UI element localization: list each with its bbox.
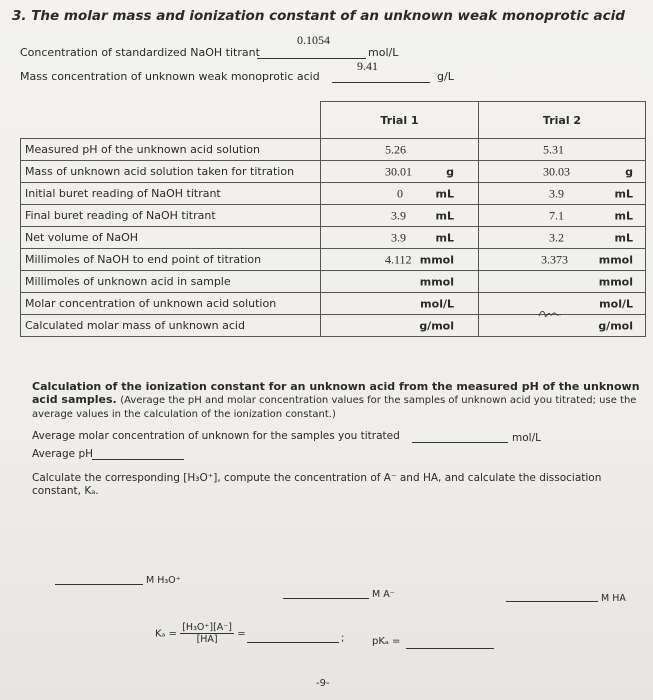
naoh-concentration-line	[257, 58, 366, 59]
trial-1-unit: mol/L	[420, 297, 454, 310]
a-blank-label: M A⁻	[372, 589, 395, 600]
row-label: Molar concentration of unknown acid solution	[21, 293, 321, 315]
trial-2-value: 3.9	[549, 186, 564, 200]
trial-2-value: 5.31	[543, 142, 564, 156]
h3o-blank-line[interactable]	[55, 584, 143, 585]
trial-1-cell[interactable]	[321, 271, 479, 293]
trial-1-value: 4.112	[385, 252, 412, 266]
ka-label: Kₐ =	[155, 628, 178, 640]
trial-1-value: 3.9	[391, 230, 406, 244]
trial-2-unit: mL	[614, 209, 633, 222]
trial-1-unit: mL	[435, 187, 454, 200]
a-blank-line[interactable]	[283, 598, 369, 599]
table-row	[21, 161, 646, 183]
table-row	[21, 205, 646, 227]
ha-blank-line[interactable]	[506, 601, 598, 602]
avg-ph-label: Average pH	[32, 448, 94, 460]
trial-2-cell[interactable]	[479, 227, 646, 249]
ionization-section	[32, 380, 642, 421]
avg-molar-label: Average molar concentration of unknown for the samples you titrated	[32, 430, 400, 442]
trial-2-unit: mL	[614, 187, 633, 200]
row-label: Calculated molar mass of unknown acid	[21, 315, 321, 337]
trial-1-value: 0	[397, 186, 403, 200]
trial-1-unit: g	[446, 165, 454, 178]
row-label: Final buret reading of NaOH titrant	[21, 205, 321, 227]
trial-2-unit: mmol	[598, 253, 633, 266]
mass-concentration-label: Mass concentration of unknown weak monoprotic acid	[20, 70, 320, 83]
table-row	[21, 271, 646, 293]
section-title: 3. The molar mass and ionization constant of an unknown weak monoprotic acid	[12, 8, 625, 24]
trial-2-cell[interactable]	[479, 183, 646, 205]
row-label: Measured pH of the unknown acid solution	[21, 139, 321, 161]
ka-blank-line[interactable]	[247, 642, 339, 643]
table-row	[21, 249, 646, 271]
ka-denominator: [HA]	[196, 634, 218, 645]
avg-molar-unit: mol/L	[512, 432, 541, 444]
ka-numerator: [H₃O⁺][A⁻]	[182, 622, 233, 633]
ha-blank-label: M HA	[601, 593, 626, 604]
mass-concentration-value[interactable]: 9.41	[357, 59, 378, 73]
trial-1-unit: g/mol	[419, 319, 454, 332]
trial-1-unit: mL	[435, 209, 454, 222]
section-instruction: (Average the pH and molar concentration values for the samples of unknown acid you titrated; use the average values in the calculation of the ionization constant.)	[32, 395, 637, 420]
ka-semicolon: ;	[341, 633, 345, 644]
naoh-concentration-label: Concentration of standardized NaOH titrant	[20, 46, 260, 59]
trial-2-cell[interactable]	[479, 161, 646, 183]
trial-data-table	[20, 101, 646, 337]
pka-blank-line[interactable]	[406, 648, 494, 649]
trial-2-unit: mL	[614, 231, 633, 244]
ka-equals: =	[237, 628, 246, 640]
calc-instruction: Calculate the corresponding [H₃O⁺], compute the concentration of A⁻ and HA, and calculate the dissociation constant, Kₐ.	[32, 472, 602, 497]
trial-2-value: 3.2	[549, 230, 564, 244]
trial-1-cell[interactable]	[321, 227, 479, 249]
trial-1-cell[interactable]	[321, 161, 479, 183]
table-row	[21, 183, 646, 205]
trial-1-cell[interactable]	[321, 183, 479, 205]
trial-2-cell[interactable]	[479, 139, 646, 161]
row-label: Net volume of NaOH	[21, 227, 321, 249]
trial-1-cell[interactable]	[321, 293, 479, 315]
naoh-concentration-unit: mol/L	[368, 46, 399, 59]
table-row	[21, 139, 646, 161]
table-corner	[21, 102, 321, 139]
trial-2-unit: mol/L	[599, 297, 633, 310]
trial-1-value: 5.26	[385, 142, 406, 156]
row-label: Mass of unknown acid solution taken for titration	[21, 161, 321, 183]
trial-2-value: 7.1	[549, 208, 564, 222]
ka-expression	[155, 622, 246, 645]
trial-1-unit: mL	[435, 231, 454, 244]
trial-2-value: 3.373	[541, 252, 568, 266]
trial-1-value: 30.01	[385, 164, 412, 178]
trial-2-unit: g/mol	[598, 319, 633, 332]
pka-label: pKₐ =	[372, 636, 401, 647]
pen-scribble-icon	[537, 308, 563, 322]
trial-2-cell[interactable]	[479, 271, 646, 293]
naoh-concentration-value[interactable]: 0.1054	[297, 33, 330, 47]
trial-2-cell[interactable]	[479, 249, 646, 271]
trial-2-header: Trial 2	[479, 102, 646, 139]
table-header-row	[21, 102, 646, 139]
ka-fraction	[180, 622, 234, 645]
trial-1-cell[interactable]	[321, 315, 479, 337]
trial-1-header: Trial 1	[321, 102, 479, 139]
trial-1-value: 3.9	[391, 208, 406, 222]
mass-concentration-unit: g/L	[437, 70, 454, 83]
trial-2-unit: mmol	[598, 275, 633, 288]
row-label: Initial buret reading of NaOH titrant	[21, 183, 321, 205]
trial-2-unit: g	[625, 165, 633, 178]
row-label: Millimoles of NaOH to end point of titration	[21, 249, 321, 271]
trial-2-value: 30.03	[543, 164, 570, 178]
avg-molar-line[interactable]	[412, 442, 508, 443]
trial-1-cell[interactable]	[321, 205, 479, 227]
avg-ph-line[interactable]	[92, 459, 184, 460]
trial-1-cell[interactable]	[321, 139, 479, 161]
row-label: Millimoles of unknown acid in sample	[21, 271, 321, 293]
trial-1-unit: mmol	[419, 253, 454, 266]
trial-2-cell[interactable]	[479, 205, 646, 227]
table-row	[21, 227, 646, 249]
trial-1-cell[interactable]	[321, 249, 479, 271]
mass-concentration-line	[332, 82, 430, 83]
trial-1-unit: mmol	[419, 275, 454, 288]
page-number: -9-	[316, 678, 330, 689]
section-heading: Calculation of the ionization constant for an unknown acid from the measured pH of the unknown acid samples.	[32, 380, 640, 406]
h3o-blank-label: M H₃O⁺	[146, 575, 181, 586]
